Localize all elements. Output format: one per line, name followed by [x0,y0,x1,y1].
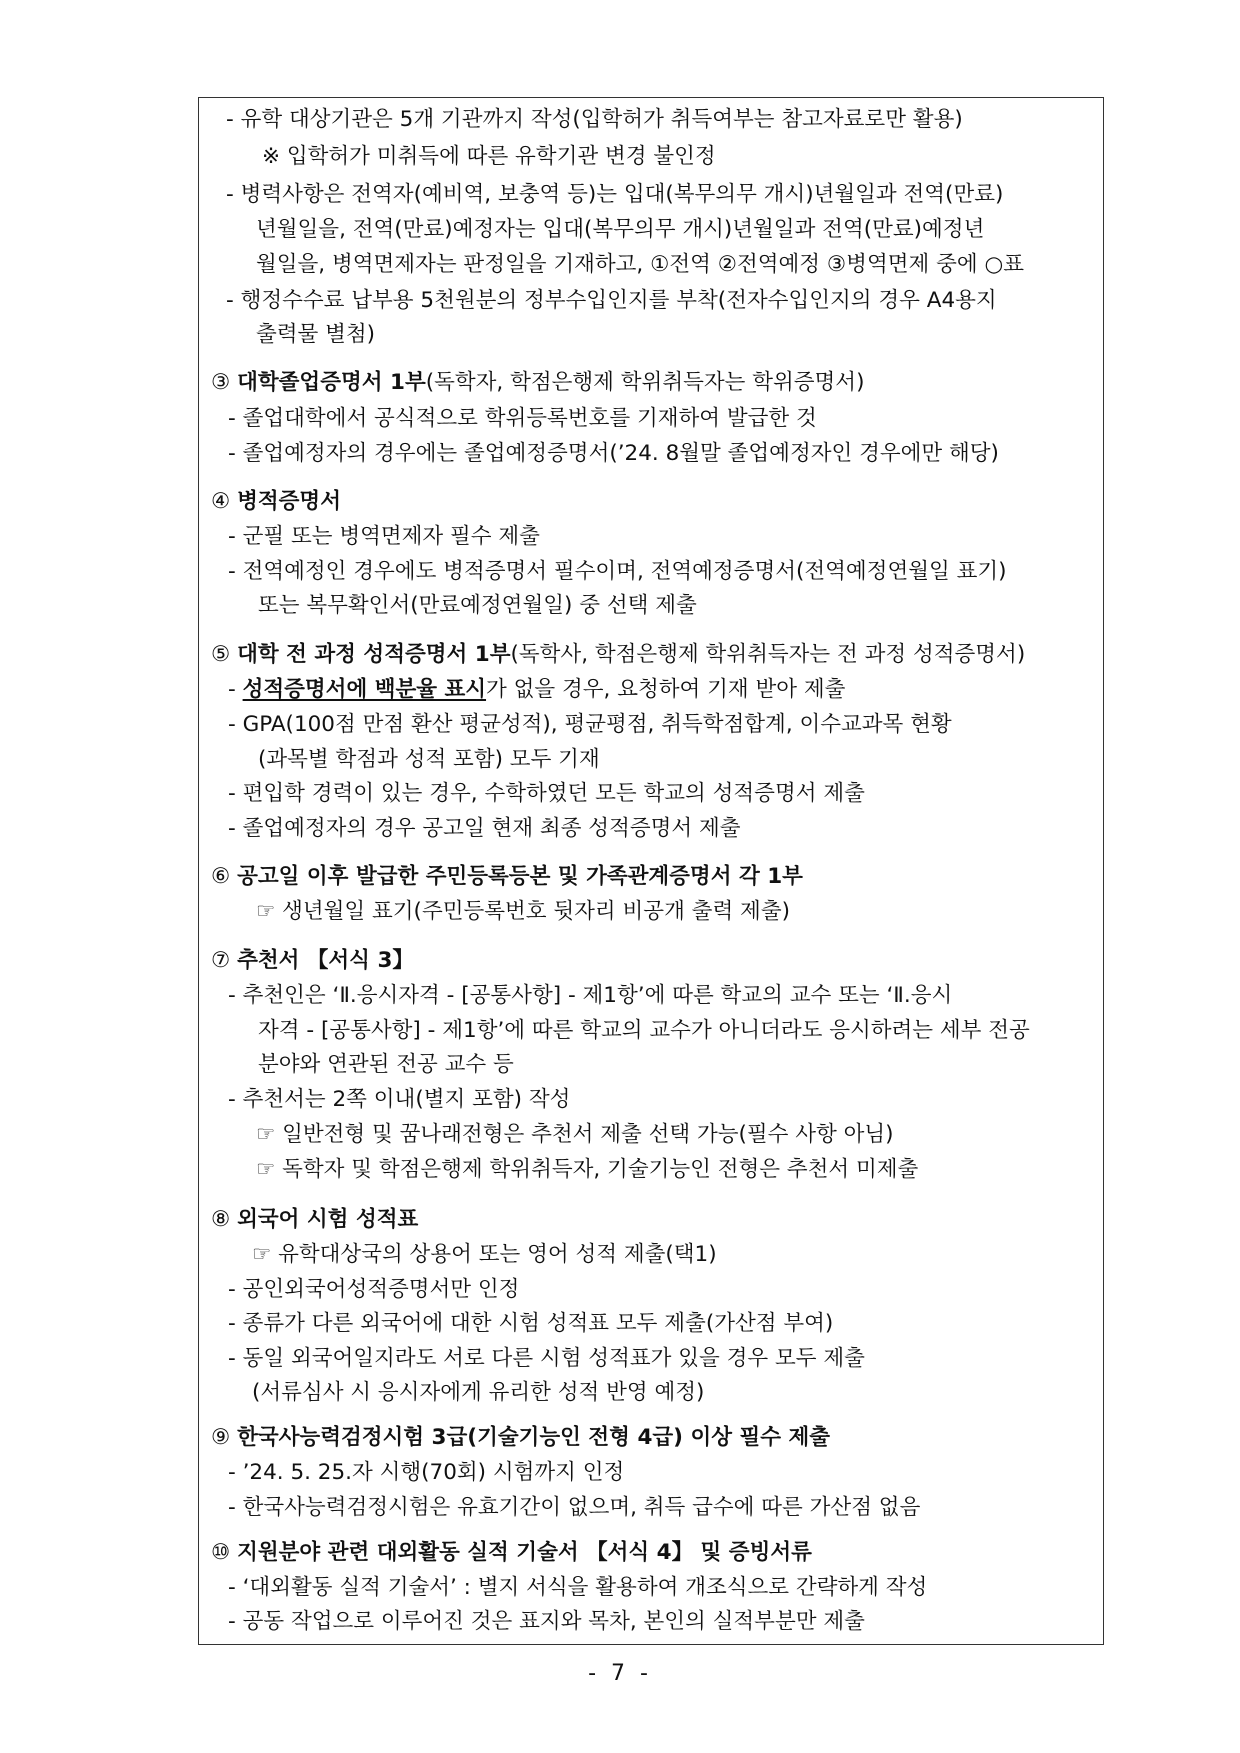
section-4-title: 병적증명서 [237,489,341,514]
item-text: 가 없을 경우, 요청하여 기재 받아 제출 [486,677,846,702]
section-3-item: - 졸업예정자의 경우에는 졸업예정증명서(’24. 8월말 졸업예정자인 경우에만 해당) [228,441,999,466]
section-3-heading [211,368,864,398]
section-7-item: - 추천서는 2쪽 이내(별지 포함) 작성 [228,1087,571,1112]
section-5-item: - 편입학 경력이 있는 경우, 수학하였던 모든 학교의 성적증명서 제출 [228,781,865,806]
section-6-number: ⑥ [211,864,231,889]
section-9-title: 한국사능력검정시험 3급(기술기능인 전형 4급) 이상 필수 제출 [237,1425,831,1450]
intro-line: 출력물 별첨) [256,322,376,347]
section-6-item: ☞ 생년월일 표기(주민등록번호 뒷자리 비공개 출력 제출) [256,899,790,924]
section-4-number: ④ [211,489,231,514]
dash-marker: - [228,677,243,702]
section-9-item: - ’24. 5. 25.자 시행(70회) 시험까지 인정 [228,1460,625,1485]
section-10-item: - 공동 작업으로 이루어진 것은 표지와 목차, 본인의 실적부분만 제출 [228,1609,865,1634]
section-8-heading [211,1205,418,1235]
section-7-title: 추천서 【서식 3】 [237,948,414,973]
section-3-title: 대학졸업증명서 1부 [237,370,426,395]
section-5-title-note: (독학사, 학점은행제 학위취득자는 전 과정 성적증명서) [510,642,1026,667]
section-7-heading [211,946,414,976]
section-9-heading [211,1423,830,1453]
section-3-item: - 졸업대학에서 공식적으로 학위등록번호를 기재하여 발급한 것 [228,406,817,431]
section-8-number: ⑧ [211,1207,231,1232]
intro-line: - 유학 대상기관은 5개 기관까지 작성(입학허가 취득여부는 참고자료로만 활용) [226,107,963,132]
section-8-item: - 공인외국어성적증명서만 인정 [228,1277,520,1302]
section-5-item [228,675,845,705]
intro-line: - 행정수수료 납부용 5천원분의 정부수입인지를 부착(전자수입인지의 경우 A4용지 [226,288,997,313]
section-4-item: - 전역예정인 경우에도 병적증명서 필수이며, 전역예정증명서(전역예정연월일 표기) [228,559,1007,584]
section-8-note: ☞ 유학대상국의 상용어 또는 영어 성적 제출(택1) [252,1242,717,1267]
section-8-item: (서류심사 시 응시자에게 유리한 성적 반영 예정) [252,1380,705,1405]
section-10-heading [211,1538,812,1568]
section-3-number: ③ [211,370,231,395]
section-5-item: (과목별 학점과 성적 포함) 모두 기재 [258,747,600,772]
section-9-item: - 한국사능력검정시험은 유효기간이 없으며, 취득 급수에 따른 가산점 없음 [228,1495,921,1520]
section-4-item: 또는 복무확인서(만료예정연월일) 중 선택 제출 [258,593,697,618]
page-number: - 7 - [588,1661,652,1686]
section-5-item: - GPA(100점 만점 환산 평균성적), 평균평점, 취득학점합계, 이수교과목 현황 [228,712,952,737]
section-8-item: - 동일 외국어일지라도 서로 다른 시험 성적표가 있을 경우 모두 제출 [228,1346,865,1371]
section-7-item: 분야와 연관된 전공 교수 등 [258,1052,514,1077]
intro-note: ※ 입학허가 미취득에 따른 유학기관 변경 불인정 [262,144,716,169]
section-7-item: - 추천인은 ‘Ⅱ.응시자격 - [공통사항] - 제1항’에 따른 학교의 교수 또는 ‘Ⅱ.응시 [228,983,953,1008]
section-6-heading [211,862,803,892]
underlined-emphasis: 성적증명서에 백분율 표시 [242,677,487,702]
section-6-title: 공고일 이후 발급한 주민등록등본 및 가족관계증명서 각 1부 [237,864,803,889]
section-8-item: - 종류가 다른 외국어에 대한 시험 성적표 모두 제출(가산점 부여) [228,1311,834,1336]
section-5-item: - 졸업예정자의 경우 공고일 현재 최종 성적증명서 제출 [228,816,741,841]
section-9-number: ⑨ [211,1425,231,1450]
section-5-heading [211,640,1025,670]
section-7-number: ⑦ [211,948,231,973]
section-3-title-note: (독학자, 학점은행제 학위취득자는 학위증명서) [425,370,865,395]
intro-line: 년월일을, 전역(만료)예정자는 입대(복무의무 개시)년월일과 전역(만료)예정년 [256,217,985,242]
intro-line: - 병력사항은 전역자(예비역, 보충역 등)는 입대(복무의무 개시)년월일과 전역(만료) [226,182,1004,207]
section-10-item: - ‘대외활동 실적 기술서’ : 별지 서식을 활용하여 개조식으로 간략하게 작성 [228,1575,928,1600]
section-5-number: ⑤ [211,642,231,667]
section-10-number: ⑩ [211,1540,231,1565]
section-7-note: ☞ 독학자 및 학점은행제 학위취득자, 기술기능인 전형은 추천서 미제출 [256,1157,919,1182]
section-10-title: 지원분야 관련 대외활동 실적 기술서 【서식 4】 및 증빙서류 [237,1540,812,1565]
section-7-note: ☞ 일반전형 및 꿈나래전형은 추천서 제출 선택 가능(필수 사항 아님) [256,1122,894,1147]
intro-line: 월일을, 병역면제자는 판정일을 기재하고, ①전역 ②전역예정 ③병역면제 중에 ○표 [256,252,1024,277]
section-5-title: 대학 전 과정 성적증명서 1부 [237,642,511,667]
section-8-title: 외국어 시험 성적표 [237,1207,419,1232]
section-4-item: - 군필 또는 병역면제자 필수 제출 [228,524,540,549]
section-7-item: 자격 - [공통사항] - 제1항’에 따른 학교의 교수가 아니더라도 응시하려는 세부 전공 [258,1018,1030,1043]
section-4-heading [211,487,341,517]
